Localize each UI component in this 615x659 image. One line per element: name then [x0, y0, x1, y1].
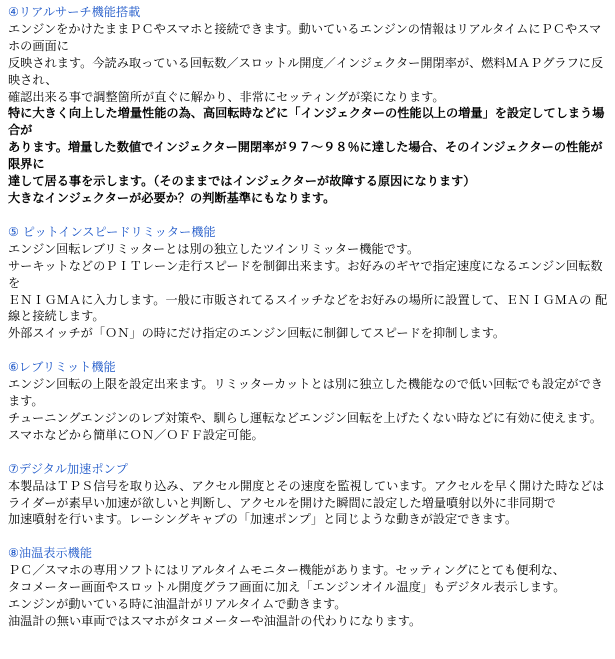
section-accel-pump	[8, 461, 611, 529]
body-line: ＥＮＩＧＭＡに入力します。一般に市販されてるスイッチなどをお好みの場所に設置して、ＥＮＩＧＭＡの 配線と接続します。	[8, 292, 608, 324]
body-line: 確認出来る事で調整箇所が直ぐに解かり、非常にセッティングが楽になります。	[8, 89, 445, 104]
body-line: エンジンが動いている時に油温計がリアルタイムで動きます。	[8, 597, 347, 612]
spacer	[8, 444, 611, 461]
body-line: 本製品はＴＰＳ信号を取り込み、アクセル開度とその速度を監視しています。アクセルを早く開けた時などは	[8, 478, 605, 493]
spacer	[8, 342, 611, 359]
bold-line: 特に大きく向上した増量性能の為、高回転時などに「インジェクターの性能以上の増量」を設定してしまう場合が	[8, 106, 605, 138]
bold-line: あります。増量した数値でインジェクター開閉率が９７～９８％に達した場合、そのインジェクターの性能が限界に	[8, 140, 603, 172]
body-line: 加速噴射を行います。レーシングキャブの「加速ポンプ」と同じような動きが設定できます。	[8, 512, 518, 527]
section-heading: ④リアルサーチ機能搭載	[8, 5, 141, 19]
section-heading: ⑦デジタル加速ポンプ	[8, 461, 128, 476]
body-line: チューニングエンジンのレブ対策や、馴らし運転などエンジン回転を上げたくない時などに有効に使えます。	[8, 410, 602, 425]
body-line: サーキットなどのＰＩＴレーン走行スピードを制御出来ます。お好みのギヤで指定速度になるエンジン回転数を	[8, 258, 603, 290]
body-line: エンジン回転レブリミッターとは別の独立したツインリミッター機能です。	[8, 241, 420, 256]
body-line: エンジンをかけたままＰＣやスマホと接続できます。動いているエンジンの情報はリアルタイムにＰＣやスマホの画面に	[8, 21, 602, 53]
section-pit-limiter	[8, 224, 611, 342]
bold-line: 達して居る事を示します。（そのままではインジェクターが故障する原因になります）	[8, 174, 476, 189]
spacer	[8, 207, 611, 224]
body-line: 外部スイッチが「ＯＮ」の時にだけ指定のエンジン回転に制御してスピードを抑制します。	[8, 326, 506, 341]
bold-line: 大きなインジェクターが必要か？の判断基準にもなります。	[8, 190, 336, 205]
section-heading: ⑧油温表示機能	[8, 546, 93, 561]
body-line: ライダーが素早い加速が欲しいと判断し、アクセルを開けた瞬間に設定した増量噴射以外に非同期で	[8, 495, 556, 510]
body-line: タコメーター画面やスロットル開度グラフ画面に加え「エンジンオイル温度」もデジタル表示します。	[8, 580, 566, 595]
section-realtime-search	[8, 4, 611, 207]
section-rev-limit	[8, 359, 611, 444]
body-line: 反映されます。今読み取っている回転数／スロットル開度／インジェクター開閉率が、燃料ＭＡＰグラフに反映され、	[8, 55, 604, 87]
section-heading: ⑤ ピットインスピードリミッター機能	[8, 224, 216, 239]
section-oil-temp	[8, 545, 611, 630]
spacer	[8, 528, 611, 545]
body-line: ＰＣ／スマホの専用ソフトにはリアルタイムモニター機能があります。セッティングにとても便利な、	[8, 563, 565, 578]
body-line: スマホなどから簡単にＯＮ／ＯＦＦ設定可能。	[8, 427, 264, 442]
body-line: エンジン回転の上限を設定出来ます。リミッターカットとは別に独立した機能なので低い回転でも設定ができます。	[8, 377, 603, 409]
body-line: 油温計の無い車両ではスマホがタコメーターや油温計の代わりになります。	[8, 614, 422, 628]
section-heading: ⑥レブリミット機能	[8, 360, 116, 375]
